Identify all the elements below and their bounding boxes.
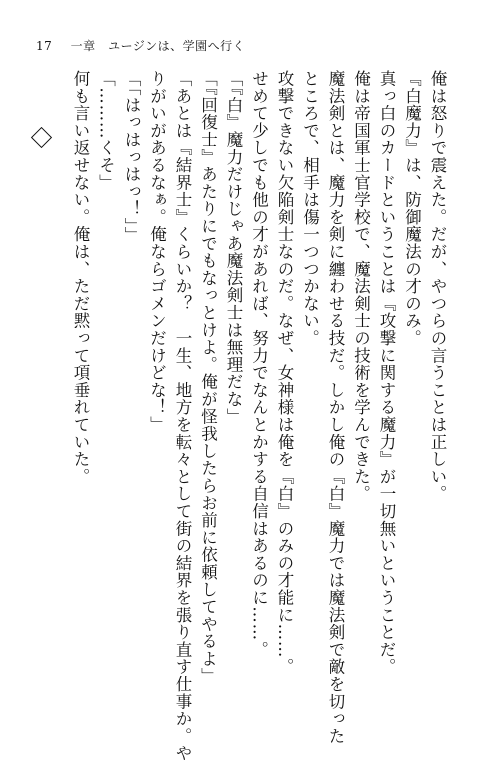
text-line: 「『白』魔力だけじゃあ魔法剣士は無理だな」 [224, 70, 243, 426]
text-line: りがいがあるなぁ。俺ならゴメンだけどな！」 [147, 70, 167, 434]
text-line: 攻撃できない欠陥剣士なのだ。なぜ、女神様は俺を『白』のみの才能に……。 [275, 70, 294, 676]
text-line: 真っ白のカードということは『攻撃に関する魔力』が一切無いということだ。 [377, 70, 396, 676]
text-line: 何も言い返せない。俺は、ただ黙って項垂れていた。 [71, 70, 90, 486]
text-line: 『白魔力』は、防御魔法の才のみ。 [402, 70, 422, 347]
text-line: 「あとは『結界士』くらいか？ 一生、地方を転々として街の結界を張り直す仕事か。や [173, 70, 192, 762]
chapter-title: 一章 ユージンは、学園へ行く [70, 39, 246, 53]
text-line: 「「はっはっはっ！」」 [122, 70, 141, 244]
text-line: 魔法剣とは、魔力を剣に纏わせる技だ。しかし俺の『白』魔力では魔法剣で敵を切った [326, 70, 345, 745]
text-line: 「『回復士』あたりにでもなっとけよ。俺が怪我したらお前に依頼してやるよ」 [198, 70, 218, 685]
text-line: 「………くそ」 [96, 70, 116, 192]
running-header [36, 37, 245, 54]
section-break-diamond-icon [31, 127, 52, 148]
page-number: 17 [36, 39, 53, 53]
text-line: 俺は怒りで震えた。だが、やつらの言うことは正しい。 [428, 70, 447, 503]
text-line: せめて少しでも他の才があれば、努力でなんとかする自信はあるのに……。 [249, 70, 269, 659]
vertical-text-body [68, 70, 451, 762]
text-line: 俺は帝国軍士官学校で、魔法剣士の技術を学んできた。 [351, 70, 371, 503]
text-line: ところで、相手は傷一つつかない。 [300, 70, 320, 347]
